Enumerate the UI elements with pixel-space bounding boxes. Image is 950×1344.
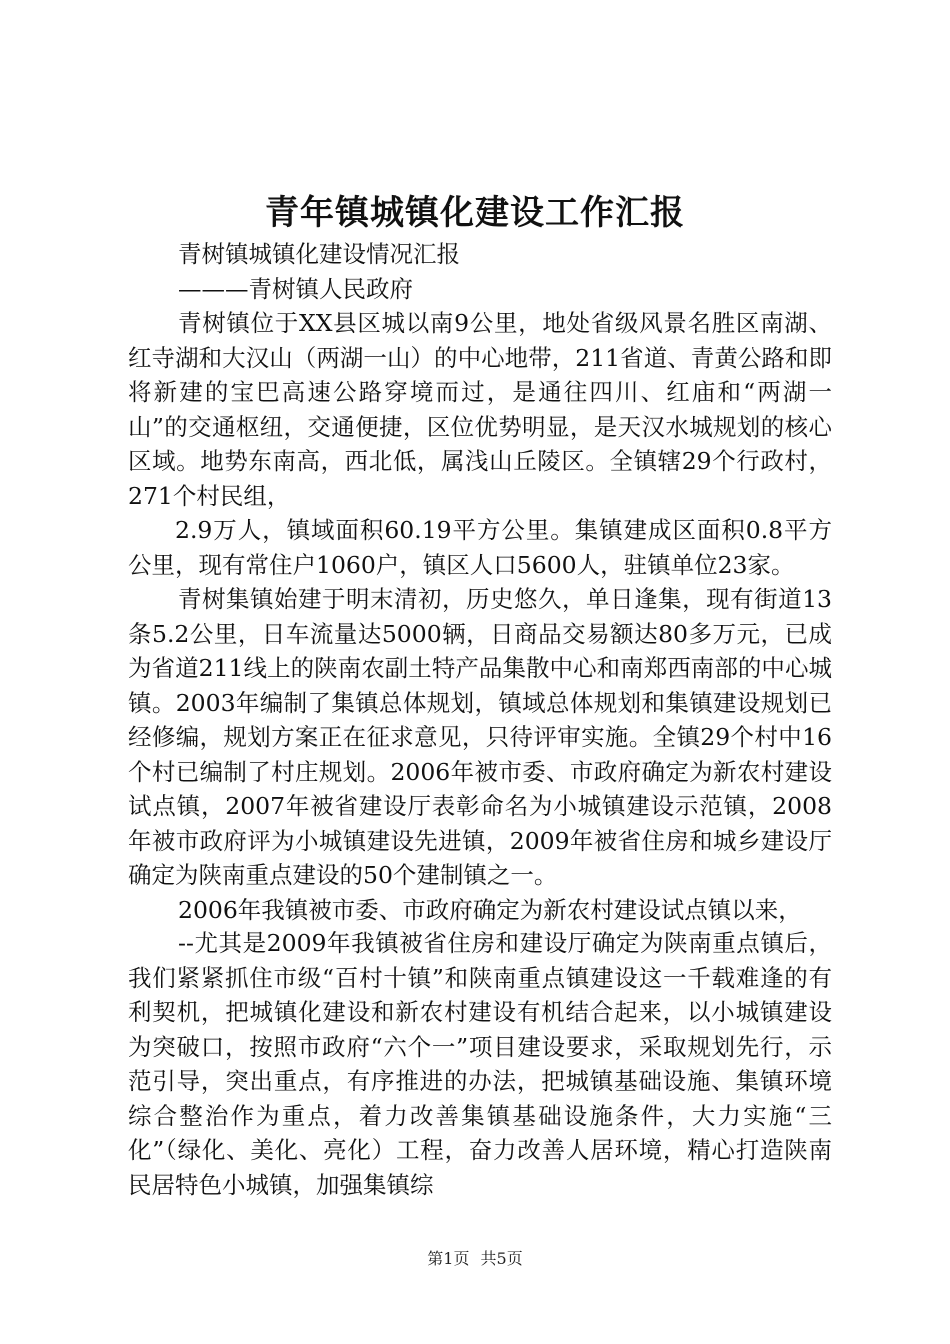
paragraph-history: 青树集镇始建于明末清初，历史悠久，单日逢集，现有街道13条5.2公里，日车流量达5000辆，日商品交易额达80多万元，已成为省道211线上的陕南农副土特产品集散中心和南郑西南部的中心城镇。2003年编制了集镇总体规划，镇域总体规划和集镇建设规划已经修编，规划方案正在征求意见，只待评审实施。全镇29个村中16个村已编制了村庄规划。2006年被市委、市政府确定为新农村建设试点镇，2007年被省建设厅表彰命名为小城镇建设示范镇，2008年被市政府评为小城镇建设先进镇，2009年被省住房和城乡建设厅确定为陕南重点建设的50个建制镇之一。 [128, 585, 832, 889]
document-body [128, 237, 832, 927]
document-body-continued [128, 926, 832, 1202]
author-line: ———青树镇人民政府 [178, 274, 413, 303]
paragraph-since-2006: 2006年我镇被市委、市政府确定为新农村建设试点镇以来， [178, 895, 802, 924]
page-number-total: 共5页 [480, 1249, 523, 1268]
paragraph-key-town: --尤其是2009年我镇被省住房和建设厅确定为陕南重点镇后，我们紧紧抓住市级“百村十镇”和陕南重点镇建设这一千载难逢的有利契机，把城镇化建设和新农村建设有机结合起来，以小城镇建设为突破口，按照市政府“六个一”项目建设要求，采取规划先行，示范引导，突出重点，有序推进的办法，把城镇基础设施、集镇环境综合整治作为重点，着力改善集镇基础设施条件，大力实施“三化”（绿化、美化、亮化）工程，奋力改善人居环境，精心打造陕南民居特色小城镇，加强集镇综 [128, 929, 832, 1199]
paragraph-location: 青树镇位于XX县区城以南9公里，地处省级风景名胜区南湖、红寺湖和大汉山（两湖一山）的中心地带，211省道、青黄公路和即将新建的宝巴高速公路穿境而过，是通往四川、红庙和“两湖一山”的交通枢纽，交通便捷，区位优势明显，是天汉水城规划的核心区域。地势东南高，西北低，属浅山丘陵区。全镇辖29个行政村，271个村民组， [128, 309, 832, 510]
page-number-current: 第1页 [427, 1249, 470, 1268]
subtitle: 青树镇城镇化建设情况汇报 [178, 240, 460, 268]
paragraph-population: 2.9万人，镇域面积60.19平方公里。集镇建成区面积0.8平方公里，现有常住户1060户，镇区人口5600人，驻镇单位23家。 [128, 516, 832, 579]
document-title: 青年镇城镇化建设工作汇报 [265, 193, 685, 233]
page-footer [0, 1246, 950, 1269]
